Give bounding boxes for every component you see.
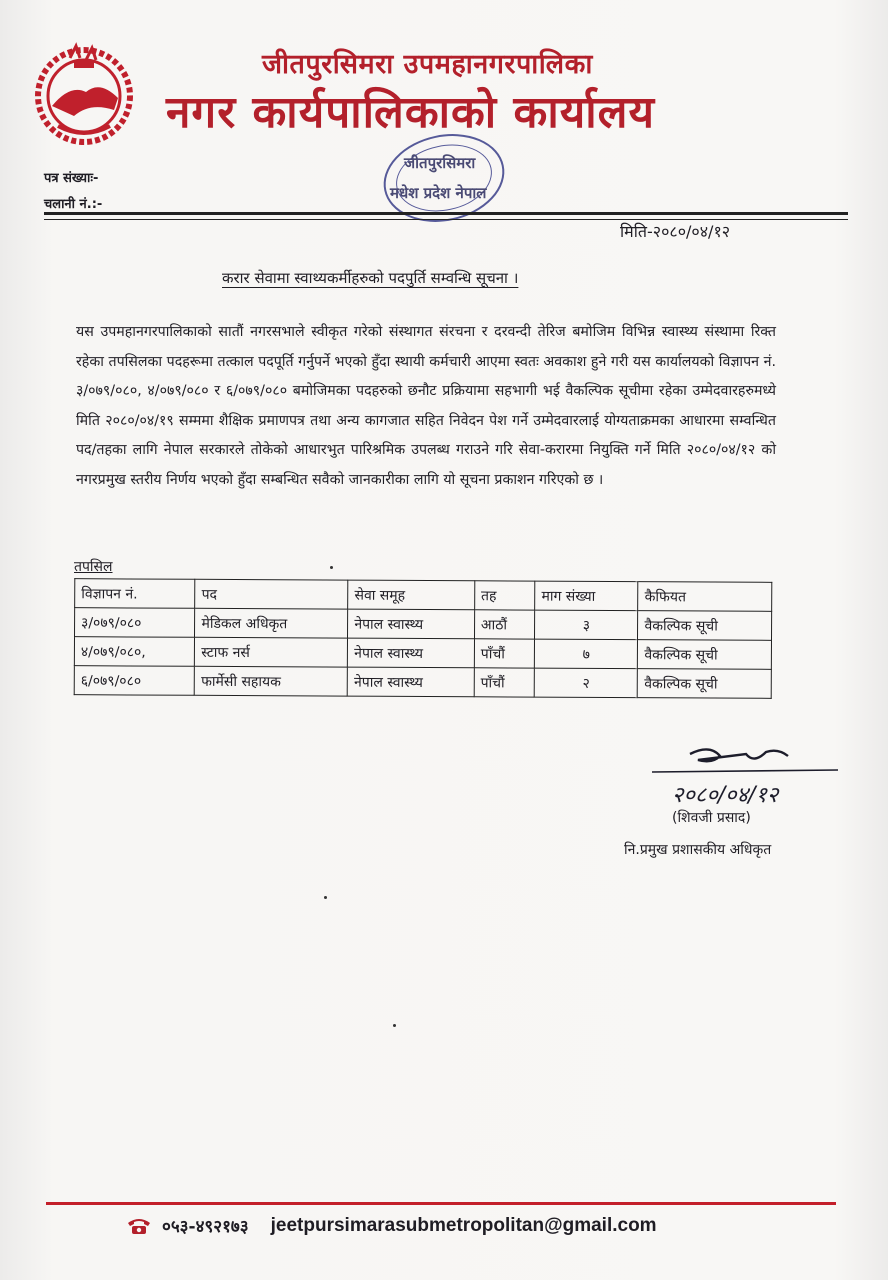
speck [324,896,327,899]
footer-contact [126,1214,657,1237]
col-header-demand: माग संख्या [535,581,638,611]
chalani-label: चलानी नं.:- [44,197,103,212]
table-row [74,637,771,670]
cell-ad-no: ४/०७९/०८०, [74,637,195,667]
footer-email[interactable]: jeetpursimarasubmetropolitan@gmail.com [270,1214,657,1236]
stamp-text-2: मधेश प्रदेश नेपाल [390,184,487,202]
office-name: नगर कार्यपालिकाको कार्यालय [166,87,655,138]
table-header-row [75,579,772,612]
office-stamp [372,122,522,226]
col-header-service-group: सेवा समूह [348,580,475,610]
notice-body: यस उपमहानगरपालिकाको सातौं नगरसभाले स्वीकृत गरेको संस्थागत संरचना र दरवन्दी तेरिज बमोजिम विभिन्न स्वास्थ्य संस्थामा रिक्त रहेका तपसिलका पदहरूमा तत्काल पदपूर्ति गर्नुपर्ने भएको हुँदा स्थायी कर्मचारी आएमा स्वतः अवकाश हुने गरी यस कार्यालयको विज्ञापन नं. ३/०७९/०८०, ४/०७९/०८० र ६/०७९/०८० बमोजिमका पदहरुको छनौट प्रक्रियामा सहभागी भई वैकल्पिक सूचीमा रहेका उम्मेदवारहरुमध्ये मिति २०८०/०४/१९ सम्ममा शैक्षिक प्रमाणपत्र तथा अन्य कागजात सहित निवेदन पेश गर्ने उम्मेदवारलाई योग्यताक्रमका आधारमा सम्वन्धित पद/तहका लागि नेपाल सरकारले तोकेको आधारभुत पारिश्रमिक उपलब्ध गराउने गरि सेवा-करारमा नियुक्ति गर्ने मिति २०८०/०४/१२ को नगरप्रमुख स्तरीय निर्णय भएको हुँदा सम्बन्धित सवैको जानकारीका लागि यो सूचना प्रकाशन गरिएको छ । [76,324,776,488]
posts-table [74,578,773,699]
stamp-text-1: जीतपुरसिमरा [404,154,476,172]
phone-icon [126,1217,152,1235]
municipality-name: जीतपुरसिमरा उपमहानगरपालिका [262,49,593,80]
cell-ad-no: ६/०७९/०८० [74,666,195,696]
cell-demand: ३ [535,610,638,640]
cell-ad-no: ३/०७९/०८० [75,608,196,638]
col-header-post: पद [195,579,348,609]
col-header-level: तह [474,581,535,610]
patra-sankhya-label: पत्र संख्याः- [44,171,99,186]
cell-level: आठौं [474,610,535,639]
signature-date: २०८०/०४/१२ [672,783,779,808]
col-header-ad-no: विज्ञापन नं. [75,579,196,609]
cell-remarks: वैकल्पिक सूची [638,669,772,699]
notice-subject: करार सेवामा स्वाथ्यकर्मीहरुको पदपुर्ति सम्वन्धि सूचना । [222,269,519,287]
signatory-title: नि.प्रमुख प्रशासकीय अधिकृत [624,842,772,858]
footer-phone: ०५३-४९२१७३ [162,1217,249,1237]
cell-demand: २ [534,668,637,698]
signatory-name: (शिवजी प्रसाद) [672,810,751,826]
cell-post: स्टाफ नर्स [195,637,348,667]
cell-level: पाँचौं [474,639,535,668]
cell-remarks: वैकल्पिक सूची [638,611,772,641]
footer-rule [46,1202,836,1205]
cell-service-group: नेपाल स्वास्थ्य [347,667,474,697]
speck [330,566,333,569]
cell-demand: ७ [535,639,638,669]
cell-post: फार्मेसी सहायक [195,666,348,696]
letter-date: मिति-२०८०/०४/१२ [620,222,731,241]
cell-remarks: वैकल्पिक सूची [638,640,772,670]
table-row [74,666,771,699]
col-header-remarks: कैफियत [638,582,772,612]
table-row [75,608,772,641]
header-rule [44,212,848,215]
cell-service-group: नेपाल स्वास्थ्य [348,609,475,639]
table-caption: तपसिल [74,559,113,575]
speck [393,1024,396,1027]
signature [650,742,840,812]
cell-service-group: नेपाल स्वास्थ्य [348,638,475,668]
cell-post: मेडिकल अधिकृत [195,608,348,638]
cell-level: पाँचौं [474,668,535,697]
emblem-icon [30,40,138,148]
